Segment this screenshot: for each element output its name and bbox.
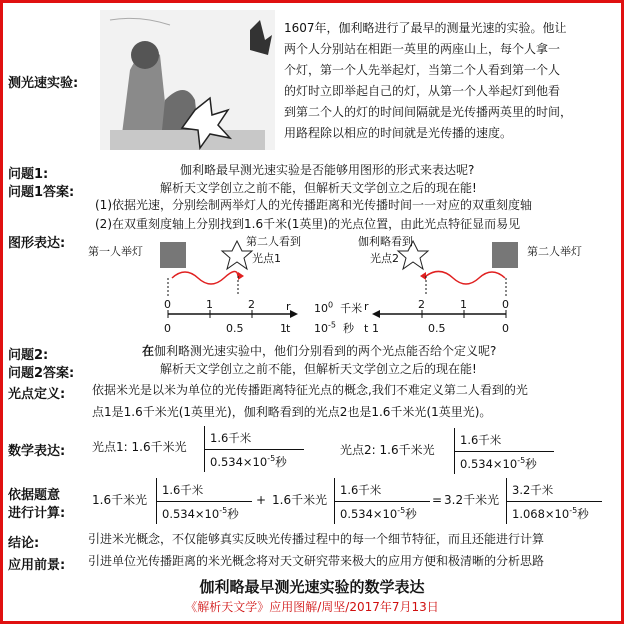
unit-distance — [314, 300, 362, 316]
application-label: 应用前景: — [8, 558, 66, 573]
galileo-line: 光点2 — [370, 252, 399, 265]
intro-line: 两个人分别站在相距一英里的两座山上，每个人拿一 — [284, 42, 561, 56]
point2-fraction — [454, 428, 564, 474]
fraction-exp: -5 — [517, 456, 526, 466]
fraction-top: 1.6千米 — [340, 483, 382, 497]
point1-fraction — [204, 426, 314, 472]
fraction-exp: -5 — [569, 506, 578, 516]
math-label: 数学表达: — [8, 444, 66, 459]
fraction-top: 3.2千米 — [512, 483, 554, 497]
fraction-unit: 秒 — [525, 457, 537, 471]
graph-step: (2)在双重刻度轴上分别找到1.6千米(1英里)的光点位置，由此光点特征显而易见 — [95, 217, 521, 231]
fraction-exp: -5 — [397, 506, 406, 516]
fraction-base: 1.068×10 — [512, 507, 570, 521]
calc-term2-fraction — [334, 478, 434, 524]
right-r-tick: 0 — [502, 298, 509, 311]
intro-text — [284, 18, 572, 144]
light-wave-left — [172, 271, 238, 284]
right-t-label: t — [364, 322, 369, 335]
question1-text: 伽利略最早测光速实验是否能够用图形的形式来表达呢? — [180, 163, 475, 177]
intro-line: 个灯，第一个人先举起灯，当第二个人看到第一个人 — [284, 63, 561, 77]
question2-body: 伽利略测光速实验中，他们分别看到的两个光点能否给个定义呢? — [154, 344, 497, 358]
fraction-top: 1.6千米 — [460, 433, 502, 447]
calc-term1-fraction — [156, 478, 256, 524]
answer1-label: 问题1答案: — [8, 185, 75, 200]
right-r-tick: 1 — [460, 298, 467, 311]
fraction-base: 0.534×10 — [340, 507, 398, 521]
unit-base: 10 — [314, 322, 328, 335]
unit-name: 秒 — [342, 322, 354, 335]
definition-label: 光点定义: — [8, 387, 66, 402]
fraction-unit: 秒 — [275, 455, 287, 469]
fraction-top: 1.6千米 — [210, 431, 252, 445]
galileo-illustration — [100, 10, 275, 150]
page-title — [0, 576, 624, 597]
fraction-unit: 秒 — [227, 507, 239, 521]
left-r-label: r — [286, 300, 291, 313]
see2-line: 光点1 — [252, 252, 281, 265]
person1-lamp-image — [160, 242, 186, 268]
fraction-base: 0.534×10 — [162, 507, 220, 521]
left-t-label: t — [286, 322, 291, 335]
question1-label: 问题1: — [8, 167, 49, 182]
answer2-label: 问题2答案: — [8, 366, 75, 381]
person2-label: 第二人举灯 — [527, 245, 582, 258]
calc-label-line1: 依据题意 — [8, 488, 61, 503]
unit-exp: 0 — [328, 300, 334, 310]
graph-step: (1)依据光速，分别绘制两举灯人的光传播距离和光传播时间一一对应的双重刻度轴 — [95, 198, 533, 212]
person1-label: 第一人举灯 — [88, 245, 143, 258]
unit-base: 10 — [314, 302, 328, 315]
galileo-line: 伽利略看到 — [358, 235, 413, 248]
calc-term1: 1.6千米光 — [92, 493, 148, 507]
conclusion-label: 结论: — [8, 536, 40, 551]
left-r-tick: 2 — [248, 298, 255, 311]
left-r-tick: 0 — [164, 298, 171, 311]
graph-steps — [95, 196, 532, 234]
see2-line: 第二人看到 — [246, 235, 301, 248]
graph-label: 图形表达: — [8, 236, 66, 251]
section-label-intro: 测光速实验: — [8, 76, 79, 91]
right-r-label: r — [364, 300, 369, 313]
fraction-exp: -5 — [267, 454, 276, 464]
unit-name: 千米 — [340, 302, 363, 315]
left-t-tick: 0.5 — [226, 322, 244, 335]
point2-name: 光点2: 1.6千米光 — [340, 443, 435, 457]
calc-result-fraction — [506, 478, 606, 524]
intro-line: 的灯时立即举起自己的灯，从第一个人举起灯到他看 — [284, 84, 561, 98]
intro-line: 到第二个人的灯的时间间隔就是光传播两英里的时间， — [284, 105, 573, 119]
question2-prefix: 在 — [142, 344, 155, 358]
conclusion-text: 引进米光概念，不仅能够真实反映光传播过程中的每一个细节特征，而且还能进行计算 — [88, 532, 545, 546]
left-t-tick: 1 — [280, 322, 287, 335]
fraction-top: 1.6千米 — [162, 483, 204, 497]
fraction-bottom — [210, 454, 287, 470]
left-r-tick: 1 — [206, 298, 213, 311]
fraction-unit: 秒 — [405, 507, 417, 521]
calc-equals: = — [432, 493, 443, 507]
calc-result: 3.2千米光 — [444, 493, 500, 507]
answer2-text: 解析天文学创立之前不能，但解析天文学创立之后的现在能! — [160, 362, 477, 376]
fraction-base: 0.534×10 — [210, 455, 268, 469]
right-r-tick: 2 — [418, 298, 425, 311]
fraction-bottom — [512, 506, 589, 522]
page-title-text: 伽利略最早测光速实验的数学表达 — [199, 578, 425, 596]
calc-term2: 1.6千米光 — [272, 493, 328, 507]
definition-line2: 点1是1.6千米光(1英里光)，伽利略看到的光点2也是1.6千米光(1英里光)。 — [92, 405, 492, 419]
page-footer-text: 《解析天文学》应用图解/周坚/2017年7月13日 — [185, 600, 439, 614]
definition-line1: 依据米光是以米为单位的光传播距离特征光点的概念,我们不难定义第二人看到的光 — [92, 383, 528, 397]
light-wave-right — [426, 271, 505, 284]
fraction-unit: 秒 — [577, 507, 589, 521]
fraction-bottom — [340, 506, 417, 522]
answer1-text: 解析天文学创立之前不能，但解析天文学创立之后的现在能! — [160, 181, 477, 195]
calc-plus: + — [256, 493, 267, 507]
question2-label: 问题2: — [8, 348, 49, 363]
see2-label — [246, 233, 301, 267]
left-t-tick: 0 — [164, 322, 171, 335]
fraction-bottom — [162, 506, 239, 522]
page-footer — [0, 598, 624, 615]
unit-exp: -5 — [328, 320, 336, 330]
right-t-tick: 1 — [372, 322, 379, 335]
intro-line: 用路程除以相应的时间就是光传播的速度。 — [284, 126, 513, 140]
fraction-exp: -5 — [219, 506, 228, 516]
point1-name: 光点1: 1.6千米光 — [92, 440, 187, 454]
right-t-tick: 0 — [502, 322, 509, 335]
galileo-sees-label — [358, 233, 413, 267]
fraction-bottom — [460, 456, 537, 472]
application-text: 引进单位光传播距离的米光概念将对天文研究带来极大的应用方便和极清晰的分析思路 — [88, 554, 545, 568]
fraction-base: 0.534×10 — [460, 457, 518, 471]
person2-lamp-image — [492, 242, 518, 268]
calc-label-line2: 进行计算: — [8, 506, 66, 521]
unit-time — [314, 320, 354, 336]
intro-line: 1607年，伽利略进行了最早的测量光速的实验。他让 — [284, 21, 567, 35]
right-t-tick: 0.5 — [428, 322, 446, 335]
